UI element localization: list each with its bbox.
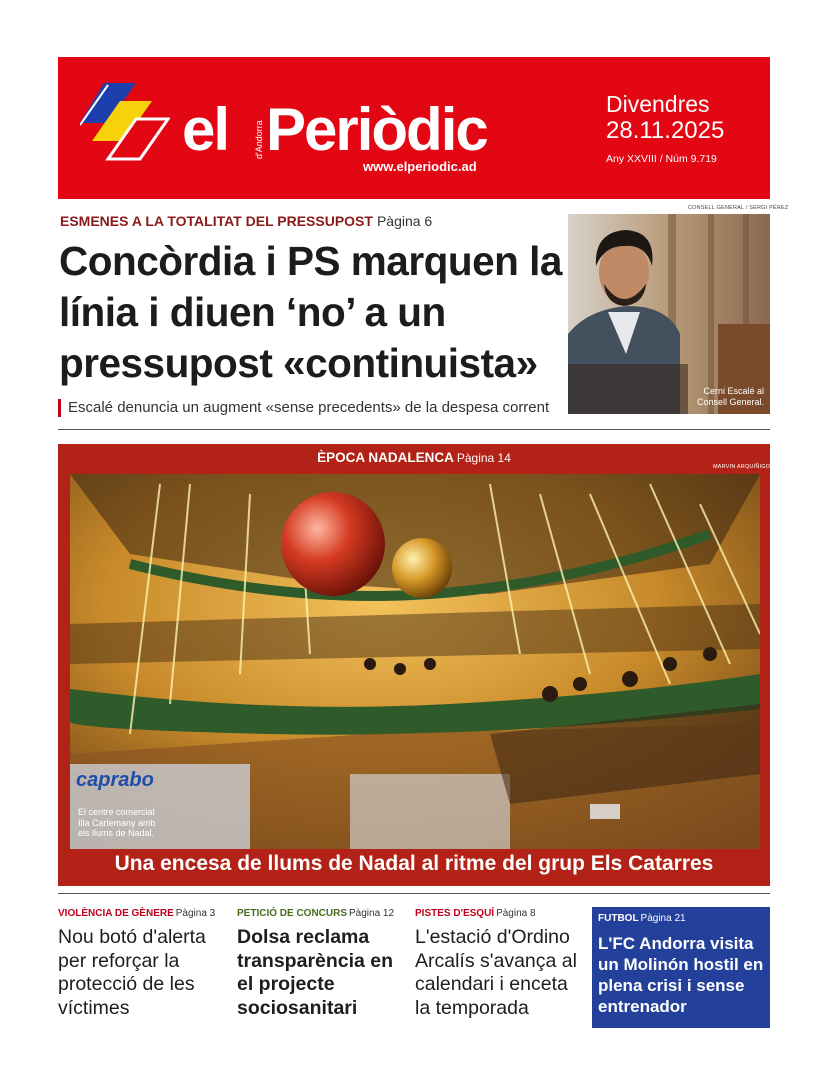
- brief-kicker: [58, 908, 228, 919]
- brand-name: Periòdic: [266, 96, 487, 163]
- brief-kicker-text: VIOLÈNCIA DE GÈNERE: [58, 908, 174, 919]
- brief-kicker-text: PISTES D'ESQUÍ: [415, 908, 495, 919]
- masthead: [58, 57, 770, 199]
- andorra-flag-logo-icon: [80, 83, 170, 173]
- brief-page-ref[interactable]: Pàgina 8: [496, 908, 536, 919]
- lead-kicker-text: ESMENES A LA TOTALITAT DEL PRESSUPOST: [60, 213, 373, 229]
- lead-photo: [568, 214, 770, 414]
- sports-headline[interactable]: L'FC Andorra visita un Molinón hostil en plena crisi i sense entrenador: [598, 934, 764, 1016]
- brief-kicker: [237, 908, 407, 919]
- issue-day: Divendres: [606, 91, 710, 117]
- brief-ski[interactable]: [415, 908, 587, 1020]
- brief-headline[interactable]: Dolsa reclama transparència en el projecte sociosanitari: [237, 926, 394, 1019]
- sports-brief[interactable]: [592, 907, 770, 1028]
- section-divider-bottom: [58, 893, 770, 894]
- feature-caption-line1: El centre comercial: [78, 807, 155, 817]
- store-sign: caprabo: [76, 769, 154, 791]
- feature-title[interactable]: Una encesa de llums de Nadal al ritme del grup Els Catarres: [114, 852, 714, 875]
- sports-kicker-text: FUTBOL: [598, 913, 639, 924]
- brief-headline[interactable]: Nou botó d'alerta per reforçar la protecció de les víctimes: [58, 926, 206, 1019]
- lead-photo-caption-line2: Consell General.: [696, 397, 764, 407]
- sports-page-ref[interactable]: Pàgina 21: [640, 913, 686, 924]
- feature-photo-credit: MARVIN ARQUÍÑIGO: [713, 464, 771, 470]
- lead-page-ref[interactable]: Pàgina 6: [376, 213, 433, 229]
- lead-photo-caption-line1: Cerni Escalé al: [703, 386, 764, 396]
- feature-caption-line2: Illa Carlemany amb: [78, 817, 156, 828]
- feature-caption-line3: els llums de Nadal.: [78, 828, 155, 838]
- feature-photo: [70, 474, 760, 849]
- brief-dolsa[interactable]: [237, 908, 407, 1020]
- section-divider: [58, 429, 770, 430]
- brief-page-ref[interactable]: Pàgina 3: [175, 908, 216, 919]
- lead-photo-illustration: [568, 214, 770, 414]
- brand-subtitle: d'Andorra: [254, 120, 264, 159]
- feature-page-ref[interactable]: Pàgina 14: [456, 451, 511, 465]
- date-block: [606, 91, 724, 165]
- brief-headline[interactable]: L'estació d'Ordino Arcalís s'avança al calendari i enceta la temporada: [415, 926, 577, 1019]
- lead-standfirst: Escalé denuncia un augment «sense precedents» de la despesa corrent: [58, 399, 549, 417]
- lead-photo-credit: CONSELL GENERAL / SERGI PÉREZ: [688, 205, 789, 211]
- sports-kicker: [598, 913, 764, 924]
- feature-kicker: [58, 450, 770, 465]
- feature-block: [58, 444, 770, 886]
- issue-edition: Any XXVIII / Núm 9.719: [606, 153, 717, 165]
- feature-photo-caption: [78, 807, 156, 839]
- lead-kicker: [60, 213, 432, 229]
- mall-christmas-illustration: [70, 474, 760, 849]
- brief-kicker: [415, 908, 587, 919]
- brief-page-ref[interactable]: Pàgina 12: [349, 908, 395, 919]
- issue-date: 28.11.2025: [606, 117, 725, 144]
- lead-photo-caption: [697, 386, 764, 408]
- brand-prefix: el: [182, 96, 229, 163]
- site-url[interactable]: www.elperiodic.ad: [363, 159, 477, 174]
- lead-headline[interactable]: Concòrdia i PS marquen la línia i diuen ‘no’ a un pressupost «continuista»: [59, 238, 562, 386]
- feature-kicker-text: ÈPOCA NADALENCA: [317, 450, 454, 465]
- brief-gender-violence[interactable]: [58, 908, 228, 1020]
- brief-kicker-text: PETICIÓ DE CONCURS: [237, 908, 348, 919]
